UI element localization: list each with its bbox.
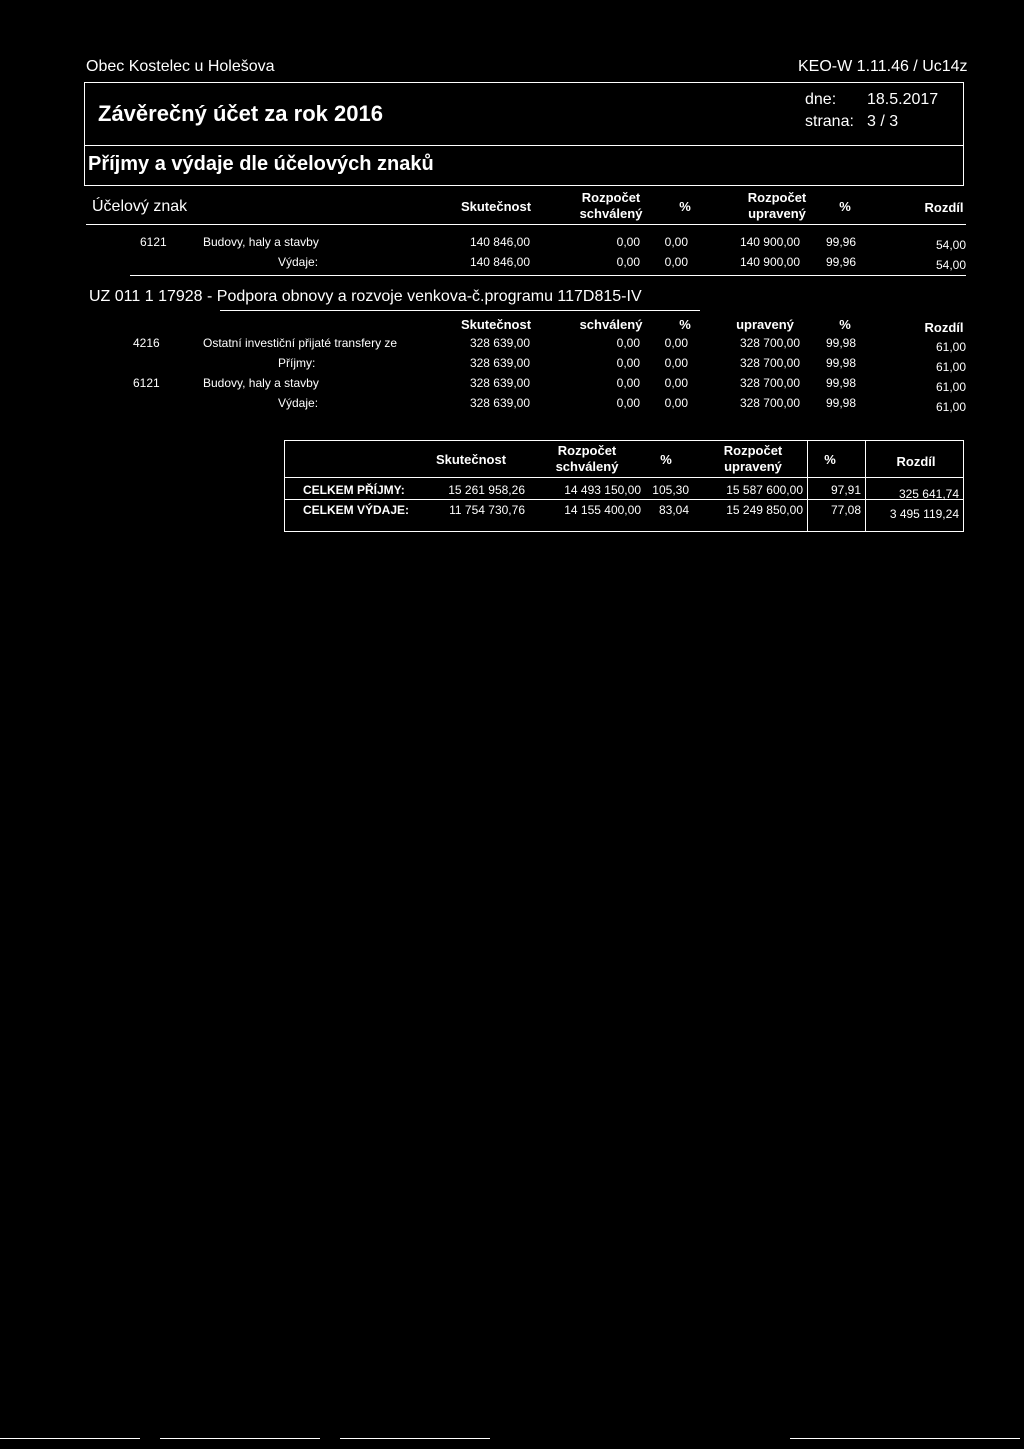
col-header-adjusted-2: upravený [748,206,806,221]
table1-footer-rule [130,275,966,276]
row-diff: 61,00 [935,360,966,374]
col-header-approved-2: schválený [579,206,643,221]
totals-divider [865,441,866,531]
row-adjusted: 140 900,00 [739,255,800,269]
row-pct2: 99,98 [825,356,856,370]
software-version: KEO-W 1.11.46 / Uc14z [798,58,968,75]
row-diff: 61,00 [935,340,966,354]
row-pct1: 0,00 [664,336,688,350]
row-code: 6121 [140,235,167,249]
table1-header-rule [86,224,966,225]
row-approved: 14 155 400,00 [564,503,641,517]
row-adjusted: 328 700,00 [739,356,800,370]
row-label: CELKEM VÝDAJE: [303,503,410,517]
row-adjusted: 328 700,00 [739,376,800,390]
col-header-diff: Rozdíl [924,320,964,335]
title-divider [85,145,963,146]
row-actual: 328 639,00 [469,376,530,390]
row-code: 6121 [133,376,160,390]
totals-row-rule [285,499,963,500]
row-label: Příjmy: [278,356,316,370]
row-actual: 328 639,00 [469,356,530,370]
page-value: 3 / 3 [867,113,899,130]
totals-table [284,440,964,532]
title-box [84,82,964,186]
row-diff: 61,00 [935,400,966,414]
bottom-rule [790,1438,1020,1439]
row-pct2: 99,98 [825,336,856,350]
row-pct2: 99,96 [825,255,856,269]
col-header-adjusted-1: Rozpočet [723,443,783,458]
bottom-rule [340,1438,490,1439]
row-approved: 0,00 [616,376,640,390]
row-approved: 0,00 [616,255,640,269]
row-diff: 61,00 [935,380,966,394]
row-diff: 3 495 119,24 [889,507,959,521]
col-header-diff: Rozdíl [896,454,936,469]
row-label: Výdaje: [278,255,319,269]
col-header-diff: Rozdíl [924,200,964,215]
row-diff: 325 641,74 [898,487,959,501]
row-pct1: 0,00 [664,235,688,249]
row-actual: 140 846,00 [469,235,530,249]
row-adjusted: 140 900,00 [739,235,800,249]
row-approved: 0,00 [616,396,640,410]
col-header-pct1: % [660,452,672,467]
row-adjusted: 15 249 850,00 [726,503,803,517]
row-actual: 140 846,00 [469,255,530,269]
row-actual: 15 261 958,26 [448,483,525,497]
row-pct2: 97,91 [830,483,861,497]
row-pct2: 99,96 [825,235,856,249]
row-actual: 328 639,00 [469,396,530,410]
row-pct1: 105,30 [652,483,689,497]
row-pct2: 99,98 [825,396,856,410]
col-header-actual: Skutečnost [435,452,507,467]
col-header-purpose: Účelový znak [92,198,188,215]
col-header-actual: Skutečnost [460,199,532,214]
bottom-rule [160,1438,320,1439]
row-label: Budovy, haly a stavby [203,376,319,390]
totals-header-rule [285,477,963,478]
col-header-approved-2: schválený [555,459,619,474]
row-approved: 0,00 [616,356,640,370]
col-header-adjusted-1: Rozpočet [747,190,807,205]
page-label: strana: [805,113,854,130]
row-actual: 328 639,00 [469,336,530,350]
col-header-adjusted: upravený [736,317,794,332]
row-pct2: 99,98 [825,376,856,390]
row-label: Ostatní investiční přijaté transfery ze [203,336,398,350]
row-approved: 0,00 [616,336,640,350]
row-label: CELKEM PŘÍJMY: [303,483,405,497]
row-approved: 14 493 150,00 [564,483,641,497]
col-header-pct1: % [679,317,691,332]
col-header-approved-1: Rozpočet [557,443,617,458]
row-label: Výdaje: [278,396,319,410]
row-code: 4216 [133,336,160,350]
row-actual: 11 754 730,76 [449,503,525,517]
row-diff: 54,00 [935,258,966,272]
section-title: Příjmy a výdaje dle účelových znaků [88,153,434,175]
row-pct1: 0,00 [664,396,688,410]
organization-name: Obec Kostelec u Holešova [86,58,275,75]
row-pct1: 0,00 [664,356,688,370]
col-header-actual: Skutečnost [460,317,532,332]
col-header-approved: schválený [579,317,643,332]
row-adjusted: 15 587 600,00 [726,483,803,497]
row-pct2: 77,08 [830,503,861,517]
section2-title: UZ 011 1 17928 - Podpora obnovy a rozvoje venkova-č.programu 117D815-IV [89,288,642,305]
document-title: Závěrečný účet za rok 2016 [98,101,383,126]
col-header-pct2: % [839,199,851,214]
row-label: Budovy, haly a stavby [203,235,319,249]
section2-title-rule [220,310,700,311]
bottom-rule [0,1438,140,1439]
row-approved: 0,00 [616,235,640,249]
col-header-pct2: % [824,452,836,467]
col-header-adjusted-2: upravený [724,459,782,474]
col-header-pct1: % [679,199,691,214]
row-diff: 54,00 [935,238,966,252]
row-pct1: 83,04 [658,503,689,517]
date-label: dne: [805,91,837,108]
row-pct1: 0,00 [664,376,688,390]
date-value: 18.5.2017 [867,91,939,108]
col-header-pct2: % [839,317,851,332]
row-pct1: 0,00 [664,255,688,269]
col-header-approved-1: Rozpočet [581,190,641,205]
row-adjusted: 328 700,00 [739,336,800,350]
row-adjusted: 328 700,00 [739,396,800,410]
